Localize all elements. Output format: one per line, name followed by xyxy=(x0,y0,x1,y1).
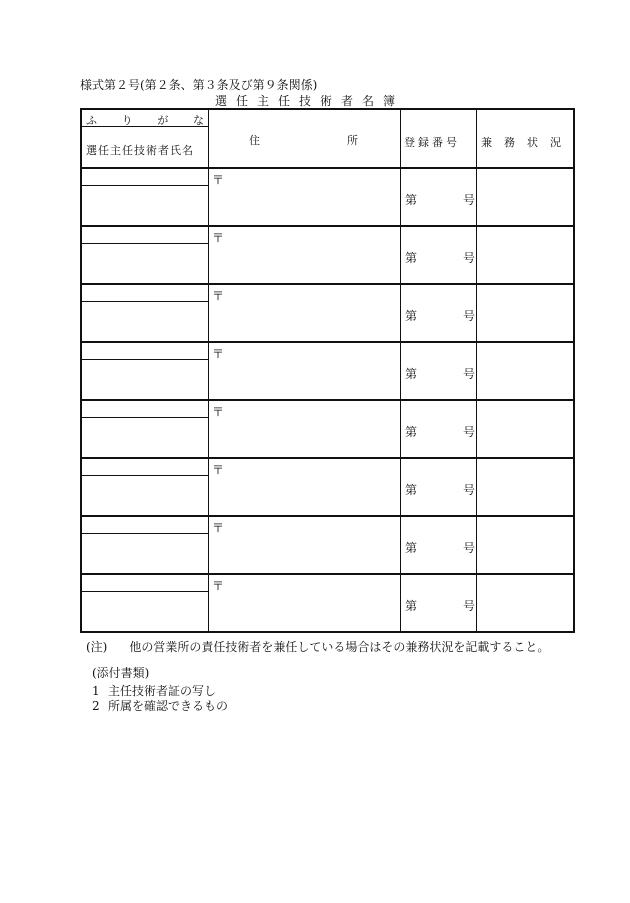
technician-register-table xyxy=(80,108,575,633)
registration-cell[interactable]: 第 号 xyxy=(401,343,477,399)
attachment-item: 2 所属を確認できるもの xyxy=(92,699,229,713)
name-header-label: 選任主任技術者氏名 xyxy=(86,144,194,157)
postal-mark: 〒 xyxy=(212,231,225,245)
name-cell[interactable] xyxy=(82,401,209,457)
dual-duty-cell[interactable] xyxy=(477,343,573,399)
name-cell[interactable] xyxy=(82,169,209,225)
postal-mark: 〒 xyxy=(212,579,225,593)
postal-mark: 〒 xyxy=(212,521,225,535)
table-row xyxy=(82,169,573,227)
dual-duty-header-label: 兼務状況 xyxy=(481,136,573,149)
table-row xyxy=(82,517,573,575)
registration-cell[interactable]: 第 号 xyxy=(401,517,477,573)
note-label: (注) xyxy=(86,640,108,654)
address-cell[interactable] xyxy=(209,575,401,631)
table-row xyxy=(82,343,573,401)
address-cell[interactable] xyxy=(209,285,401,341)
address-cell[interactable] xyxy=(209,517,401,573)
table-row xyxy=(82,401,573,459)
postal-mark: 〒 xyxy=(212,173,225,187)
registration-cell[interactable]: 第 号 xyxy=(401,285,477,341)
table-row xyxy=(82,285,573,343)
registration-cell[interactable]: 第 号 xyxy=(401,575,477,631)
postal-mark: 〒 xyxy=(212,405,225,419)
attachment-item: 1 主任技術者証の写し xyxy=(92,684,217,698)
name-cell[interactable] xyxy=(82,227,209,283)
name-cell[interactable] xyxy=(82,575,209,631)
address-cell[interactable] xyxy=(209,169,401,225)
registration-cell[interactable]: 第 号 xyxy=(401,227,477,283)
address-header-cell xyxy=(209,110,401,167)
name-header-cell xyxy=(82,110,209,167)
furigana-label: ふ り が な xyxy=(86,114,204,127)
registration-cell[interactable]: 第 号 xyxy=(401,169,477,225)
address-cell[interactable] xyxy=(209,343,401,399)
table-row xyxy=(82,227,573,285)
dual-duty-cell[interactable] xyxy=(477,227,573,283)
note xyxy=(86,638,549,655)
dual-duty-cell[interactable] xyxy=(477,401,573,457)
dual-duty-cell[interactable] xyxy=(477,169,573,225)
name-cell[interactable] xyxy=(82,343,209,399)
address-header-left: 住 xyxy=(249,134,260,147)
postal-mark: 〒 xyxy=(212,289,225,303)
address-header-right: 所 xyxy=(347,134,358,147)
furigana-divider xyxy=(82,126,208,127)
dual-duty-cell[interactable] xyxy=(477,575,573,631)
name-cell[interactable] xyxy=(82,517,209,573)
dual-duty-cell[interactable] xyxy=(477,517,573,573)
address-cell[interactable] xyxy=(209,401,401,457)
registration-header-label: 登録番号 xyxy=(404,136,460,149)
table-row xyxy=(82,459,573,517)
attachments-title: (添付書類) xyxy=(92,666,150,680)
form-label: 様式第２号(第２条、第３条及び第９条関係) xyxy=(80,78,318,92)
name-cell[interactable] xyxy=(82,459,209,515)
postal-mark: 〒 xyxy=(212,463,225,477)
table-header-row xyxy=(82,110,573,169)
address-cell[interactable] xyxy=(209,459,401,515)
dual-duty-header-cell xyxy=(477,110,573,167)
dual-duty-cell[interactable] xyxy=(477,285,573,341)
table-row xyxy=(82,575,573,631)
note-text: 他の営業所の責任技術者を兼任している場合はその兼務状況を記載すること。 xyxy=(129,640,550,654)
page-title: 選任主任技術者名簿 xyxy=(215,94,405,108)
registration-cell[interactable]: 第 号 xyxy=(401,401,477,457)
name-cell[interactable] xyxy=(82,285,209,341)
postal-mark: 〒 xyxy=(212,347,225,361)
dual-duty-cell[interactable] xyxy=(477,459,573,515)
address-cell[interactable] xyxy=(209,227,401,283)
registration-cell[interactable]: 第 号 xyxy=(401,459,477,515)
registration-header-cell xyxy=(401,110,477,167)
